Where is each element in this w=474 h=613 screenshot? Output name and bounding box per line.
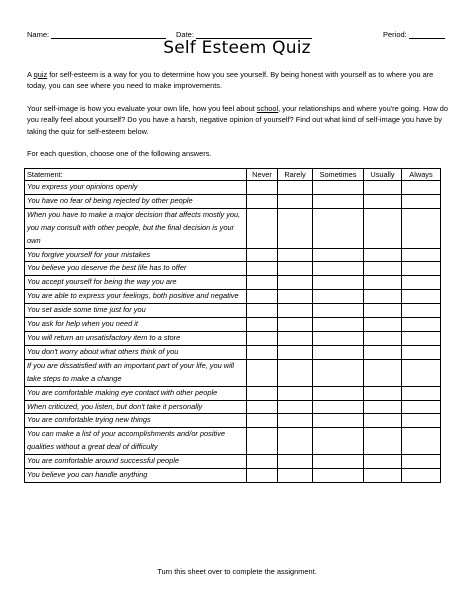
answer-cell-always[interactable]	[402, 208, 441, 248]
answer-cell-usually[interactable]	[364, 345, 402, 359]
table-row	[25, 290, 441, 304]
table-row	[25, 276, 441, 290]
answer-cell-rarely[interactable]	[278, 414, 313, 428]
answer-cell-sometimes[interactable]	[313, 262, 364, 276]
answer-cell-rarely[interactable]	[278, 455, 313, 469]
answer-cell-never[interactable]	[247, 455, 278, 469]
answer-cell-never[interactable]	[247, 248, 278, 262]
statement-cell: You set aside some time just for you	[25, 304, 247, 318]
answer-cell-always[interactable]	[402, 276, 441, 290]
table-header-row	[25, 169, 441, 181]
answer-cell-always[interactable]	[402, 455, 441, 469]
answer-cell-always[interactable]	[402, 469, 441, 483]
answer-cell-rarely[interactable]	[278, 318, 313, 332]
answer-cell-never[interactable]	[247, 359, 278, 386]
answer-cell-always[interactable]	[402, 428, 441, 455]
answer-cell-rarely[interactable]	[278, 345, 313, 359]
answer-cell-rarely[interactable]	[278, 194, 313, 208]
answer-cell-never[interactable]	[247, 331, 278, 345]
answer-cell-rarely[interactable]	[278, 469, 313, 483]
table-row	[25, 181, 441, 195]
answer-cell-sometimes[interactable]	[313, 345, 364, 359]
intro-p2-text: Your self-image is how you evaluate your own life, how you feel about	[27, 104, 257, 113]
answer-cell-sometimes[interactable]	[313, 469, 364, 483]
answer-cell-sometimes[interactable]	[313, 181, 364, 195]
statement-cell: You don't worry about what others think of you	[25, 345, 247, 359]
answer-cell-usually[interactable]	[364, 248, 402, 262]
table-row	[25, 248, 441, 262]
answer-cell-rarely[interactable]	[278, 400, 313, 414]
answer-cell-always[interactable]	[402, 304, 441, 318]
answer-header-always: Always	[402, 169, 441, 181]
answer-cell-always[interactable]	[402, 194, 441, 208]
statement-cell: You are able to express your feelings, both positive and negative	[25, 290, 247, 304]
answer-cell-sometimes[interactable]	[313, 208, 364, 248]
answer-cell-sometimes[interactable]	[313, 248, 364, 262]
name-label: Name:	[27, 30, 50, 39]
statement-cell: You believe you can handle anything	[25, 469, 247, 483]
answer-cell-never[interactable]	[247, 428, 278, 455]
intro-paragraph-2	[27, 103, 449, 137]
table-row	[25, 428, 441, 455]
answer-cell-rarely[interactable]	[278, 262, 313, 276]
table-row	[25, 318, 441, 332]
intro-p2-text-rest: , your relationships and where you're going. How do you really feel about yourself? Do you have a harsh, negative opinion of yourself? Find out what kind of self-image you have by taking the quiz for self-esteem below.	[27, 104, 449, 136]
answer-header-never: Never	[247, 169, 278, 181]
table-row	[25, 304, 441, 318]
answer-cell-never[interactable]	[247, 208, 278, 248]
answer-cell-never[interactable]	[247, 276, 278, 290]
statement-cell: You have no fear of being rejected by other people	[25, 194, 247, 208]
table-row	[25, 455, 441, 469]
statement-cell: You are comfortable trying new things	[25, 414, 247, 428]
answer-cell-usually[interactable]	[364, 181, 402, 195]
answer-cell-rarely[interactable]	[278, 208, 313, 248]
statement-cell: When criticized, you listen, but don't take it personally	[25, 400, 247, 414]
answer-cell-usually[interactable]	[364, 455, 402, 469]
answer-cell-never[interactable]	[247, 400, 278, 414]
answer-cell-usually[interactable]	[364, 469, 402, 483]
table-row	[25, 386, 441, 400]
intro-p1-text: A	[27, 70, 34, 79]
answer-cell-always[interactable]	[402, 386, 441, 400]
date-label: Date:	[176, 30, 194, 39]
table-row	[25, 331, 441, 345]
answer-cell-sometimes[interactable]	[313, 359, 364, 386]
table-row	[25, 262, 441, 276]
answer-header-sometimes: Sometimes	[313, 169, 364, 181]
quiz-link[interactable]: quiz	[33, 70, 48, 79]
answer-cell-sometimes[interactable]	[313, 290, 364, 304]
statement-cell: When you have to make a major decision that affects mostly you, you may consult with other people, but the final decision is your own	[25, 208, 247, 248]
answer-cell-sometimes[interactable]	[313, 318, 364, 332]
table-row	[25, 414, 441, 428]
table-row	[25, 359, 441, 386]
answer-cell-rarely[interactable]	[278, 331, 313, 345]
statement-cell: You ask for help when you need it	[25, 318, 247, 332]
answer-cell-never[interactable]	[247, 262, 278, 276]
answer-cell-rarely[interactable]	[278, 248, 313, 262]
table-row	[25, 194, 441, 208]
answer-cell-never[interactable]	[247, 414, 278, 428]
table-row	[25, 469, 441, 483]
answer-cell-sometimes[interactable]	[313, 400, 364, 414]
answer-cell-never[interactable]	[247, 181, 278, 195]
answer-cell-usually[interactable]	[364, 276, 402, 290]
quiz-table	[24, 168, 441, 483]
answer-cell-always[interactable]	[402, 248, 441, 262]
table-row	[25, 400, 441, 414]
answer-cell-sometimes[interactable]	[313, 276, 364, 290]
answer-cell-sometimes[interactable]	[313, 428, 364, 455]
answer-cell-usually[interactable]	[364, 318, 402, 332]
answer-cell-never[interactable]	[247, 345, 278, 359]
page-title: Self Esteem Quiz	[163, 38, 311, 58]
statement-cell: You forgive yourself for your mistakes	[25, 248, 247, 262]
intro-p1-text-rest: for self-esteem is a way for you to determine how you see yourself. By being honest with yourself as to where you are today, you can see where you need to make improvements.	[27, 70, 434, 91]
table-row	[25, 208, 441, 248]
intro-paragraph-1	[27, 69, 449, 92]
answer-cell-usually[interactable]	[364, 386, 402, 400]
statement-cell: You are comfortable making eye contact with other people	[25, 386, 247, 400]
statement-cell: You will return an unsatisfactory item to a store	[25, 331, 247, 345]
answer-cell-always[interactable]	[402, 290, 441, 304]
answer-cell-sometimes[interactable]	[313, 331, 364, 345]
answer-cell-never[interactable]	[247, 194, 278, 208]
statement-cell: If you are dissatisfied with an important part of your life, you will take steps to make a change	[25, 359, 247, 386]
answer-cell-always[interactable]	[402, 359, 441, 386]
answer-cell-usually[interactable]	[364, 262, 402, 276]
answer-cell-usually[interactable]	[364, 304, 402, 318]
answer-cell-sometimes[interactable]	[313, 194, 364, 208]
answer-cell-always[interactable]	[402, 414, 441, 428]
answer-cell-never[interactable]	[247, 304, 278, 318]
answer-cell-rarely[interactable]	[278, 290, 313, 304]
answer-cell-always[interactable]	[402, 181, 441, 195]
statement-cell: You can make a list of your accomplishments and/or positive qualities without a great deal of difficulty	[25, 428, 247, 455]
answer-cell-usually[interactable]	[364, 414, 402, 428]
school-link[interactable]: school	[256, 104, 279, 113]
answer-cell-rarely[interactable]	[278, 428, 313, 455]
answer-cell-usually[interactable]	[364, 290, 402, 304]
answer-cell-rarely[interactable]	[278, 304, 313, 318]
answer-cell-rarely[interactable]	[278, 386, 313, 400]
answer-cell-sometimes[interactable]	[313, 455, 364, 469]
answer-cell-rarely[interactable]	[278, 359, 313, 386]
answer-cell-sometimes[interactable]	[313, 304, 364, 318]
answer-cell-never[interactable]	[247, 318, 278, 332]
quiz-table-body	[25, 181, 441, 483]
answer-cell-sometimes[interactable]	[313, 386, 364, 400]
answer-header-usually: Usually	[364, 169, 402, 181]
statement-cell: You are comfortable around successful people	[25, 455, 247, 469]
period-label: Period:	[383, 30, 407, 39]
answer-cell-always[interactable]	[402, 262, 441, 276]
answer-cell-never[interactable]	[247, 469, 278, 483]
answer-cell-always[interactable]	[402, 331, 441, 345]
answer-cell-never[interactable]	[247, 386, 278, 400]
instructions: For each question, choose one of the following answers.	[27, 149, 212, 158]
answer-cell-usually[interactable]	[364, 359, 402, 386]
statement-cell: You express your opinions openly	[25, 181, 247, 195]
footer-note: Turn this sheet over to complete the assignment.	[157, 567, 317, 576]
answer-cell-always[interactable]	[402, 318, 441, 332]
answer-cell-usually[interactable]	[364, 400, 402, 414]
answer-cell-always[interactable]	[402, 400, 441, 414]
table-row	[25, 345, 441, 359]
answer-cell-usually[interactable]	[364, 208, 402, 248]
statement-cell: You accept yourself for being the way you are	[25, 276, 247, 290]
answer-cell-usually[interactable]	[364, 194, 402, 208]
answer-cell-never[interactable]	[247, 290, 278, 304]
answer-cell-sometimes[interactable]	[313, 414, 364, 428]
answer-cell-rarely[interactable]	[278, 276, 313, 290]
statement-header: Statement:	[25, 169, 247, 181]
answer-cell-usually[interactable]	[364, 428, 402, 455]
answer-header-rarely: Rarely	[278, 169, 313, 181]
answer-cell-rarely[interactable]	[278, 181, 313, 195]
answer-cell-always[interactable]	[402, 345, 441, 359]
answer-cell-usually[interactable]	[364, 331, 402, 345]
statement-cell: You believe you deserve the best life has to offer	[25, 262, 247, 276]
